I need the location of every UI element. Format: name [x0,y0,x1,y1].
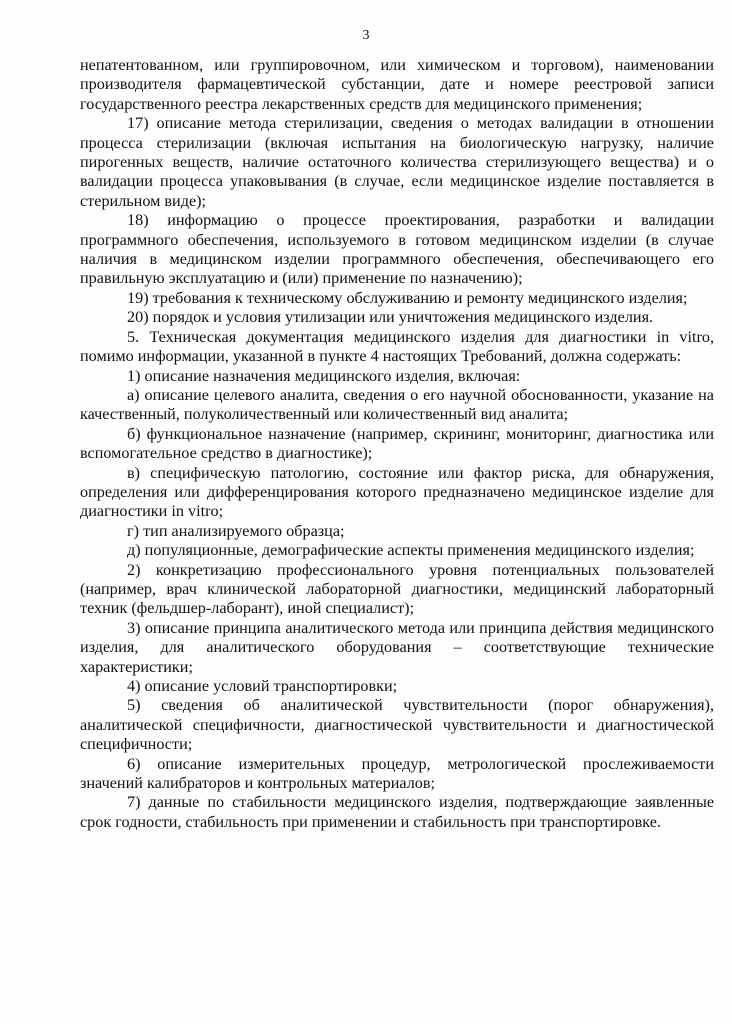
paragraph-5-item-7: 7) данные по стабильности медицинского изделия, подтверждающие заявленные срок годности, стабильность при применении и стабильность при транспортировке. [80,793,714,831]
paragraph-5-1-a: а) описание целевого аналита, сведения о его научной обоснованности, указание на качественный, полуколичественный или количественный вид аналита; [80,385,714,424]
paragraph-5-1-g: г) тип анализируемого образца; [127,521,345,540]
paragraph-5-item-1: 1) описание назначения медицинского изделия, включая: [127,366,521,385]
paragraph-item-17: 17) описание метода стерилизации, сведения о методах валидации в отношении процесса стерилизации (включая испытания на биологическую нагрузку, наличие пирогенных веществ, наличие остаточного количества стерилизующего вещества) и о валидации процесса упаковывания (в случае, если медицинское изделие поставляется в стерильном виде); [80,114,714,210]
paragraph-continuation: непатентованном, или группировочном, или химическом и торговом), наименовании производителя фармацевтической субстанции, дате и номере реестровой записи государственного реестра лекарственных средств для медицинского применения; [80,56,714,113]
document-body [80,56,714,832]
paragraph-5-item-2: 2) конкретизацию профессионального уровня потенциальных пользователей (например, врач клинической лабораторной диагностики, медицинский лабораторный техник (фельдшер-лаборант), иной специалист); [80,560,714,618]
paragraph-section-5: 5. Техническая документация медицинского изделия для диагностики in vitro, помимо информации, указанной в пункте 4 настоящих Требований, должна содержать: [80,327,714,366]
paragraph-5-1-b: б) функциональное назначение (например, скрининг, мониторинг, диагностика или вспомогательное средство в диагностике); [80,424,714,463]
paragraph-item-18: 18) информацию о процессе проектирования, разработки и валидации программного обеспечения, используемого в готовом медицинском изделии (в случае наличия в медицинском изделии программного обеспечения, обеспечивающего его правильную эксплуатацию и (или) применение по назначению); [80,211,714,288]
paragraph-item-19: 19) требования к техническому обслуживанию и ремонту медицинского изделия; [127,288,688,307]
paragraph-item-20: 20) порядок и условия утилизации или уничтожения медицинского изделия. [127,308,654,327]
paragraph-5-item-5: 5) сведения об аналитической чувствительности (порог обнаружения), аналитической специфичности, диагностической чувствительности и диагностической специфичности; [80,696,714,754]
paragraph-5-1-v: в) специфическую патологию, состояние или фактор риска, для обнаружения, определения или дифференцирования которого предназначено медицинское изделие для диагностики in vitro; [80,463,714,521]
paragraph-5-item-6: 6) описание измерительных процедур, метрологической прослеживаемости значений калибраторов и контрольных материалов; [80,754,714,793]
paragraph-5-item-3: 3) описание принципа аналитического метода или принципа действия медицинского изделия, для аналитического оборудования – соответствующие технические характеристики; [80,618,714,676]
paragraph-5-item-4: 4) описание условий транспортировки; [127,677,398,695]
paragraph-5-1-d: д) популяционные, демографические аспекты применения медицинского изделия; [127,541,695,560]
page-number: 3 [362,28,370,43]
